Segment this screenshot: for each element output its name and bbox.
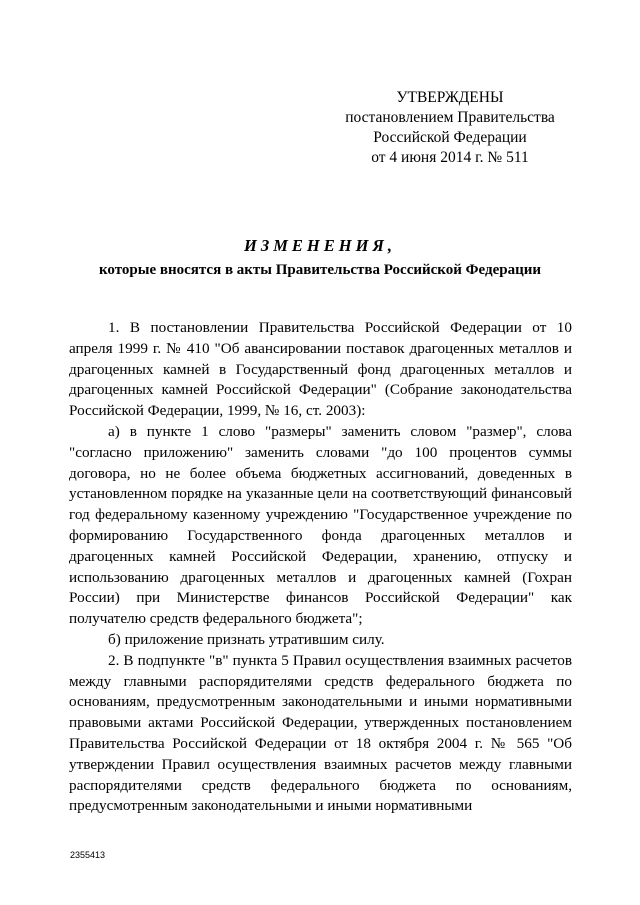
document-number: 2355413 (70, 850, 106, 860)
approval-line-2: Российской Федерации (373, 129, 527, 146)
paragraph-1: 1. В постановлении Правительства Российской Федерации от 10 апреля 1999 г. № 410 "Об авансировании поставок драгоценных металлов и драгоценных камней в Государственный фонд драгоценных металлов и драгоценных камней Российской Федерации" (Собрание законодательства Российской Федерации, 1999, № 16, ст. 2003): (69, 319, 572, 420)
approval-line-3: от 4 июня 2014 г. № 511 (371, 149, 529, 166)
paragraph-1a: а) в пункте 1 слово "размеры" заменить словом "размер", слова "согласно приложению" заменить словами "до 100 процентов суммы договора, но не более объема бюджетных ассигнований, доведенных в установленном порядке на указанные цели на соответствующий финансовый год федеральному казенному учреждению "Государственное учреждение по формированию Государственного фонда драгоценных металлов и драгоценных камней Российской Федерации, хранению, отпуску и использованию драгоценных металлов и драгоценных камней (Гохран России) при Министерстве финансов Российской Федерации" как получателю средств федерального бюджета"; (69, 422, 572, 628)
document-body (69, 318, 572, 817)
approval-line-1: постановлением Правительства (345, 109, 555, 126)
approval-heading: УТВЕРЖДЕНЫ (396, 89, 504, 106)
document-subtitle: которые вносятся в акты Правительства Российской Федерации (98, 262, 542, 278)
approval-block (330, 88, 570, 168)
document-title: ИЗМЕНЕНИЯ, (244, 236, 396, 255)
paragraph-2: 2. В подпункте "в" пункта 5 Правил осуществления взаимных расчетов между главными распорядителями средств федерального бюджета по основаниям, предусмотренным законодательными и иными нормативными правовыми актами Российской Федерации, утвержденных постановлением Правительства Российской Федерации от 18 октября 2004 г. № 565 "Об утверждении Правил осуществления взаимных расчетов между главными распорядителями средств федерального бюджета по основаниям, предусмотренным законодательными и иными нормативными (69, 651, 572, 815)
paragraph-1b: б) приложение признать утратившим силу. (108, 630, 385, 648)
